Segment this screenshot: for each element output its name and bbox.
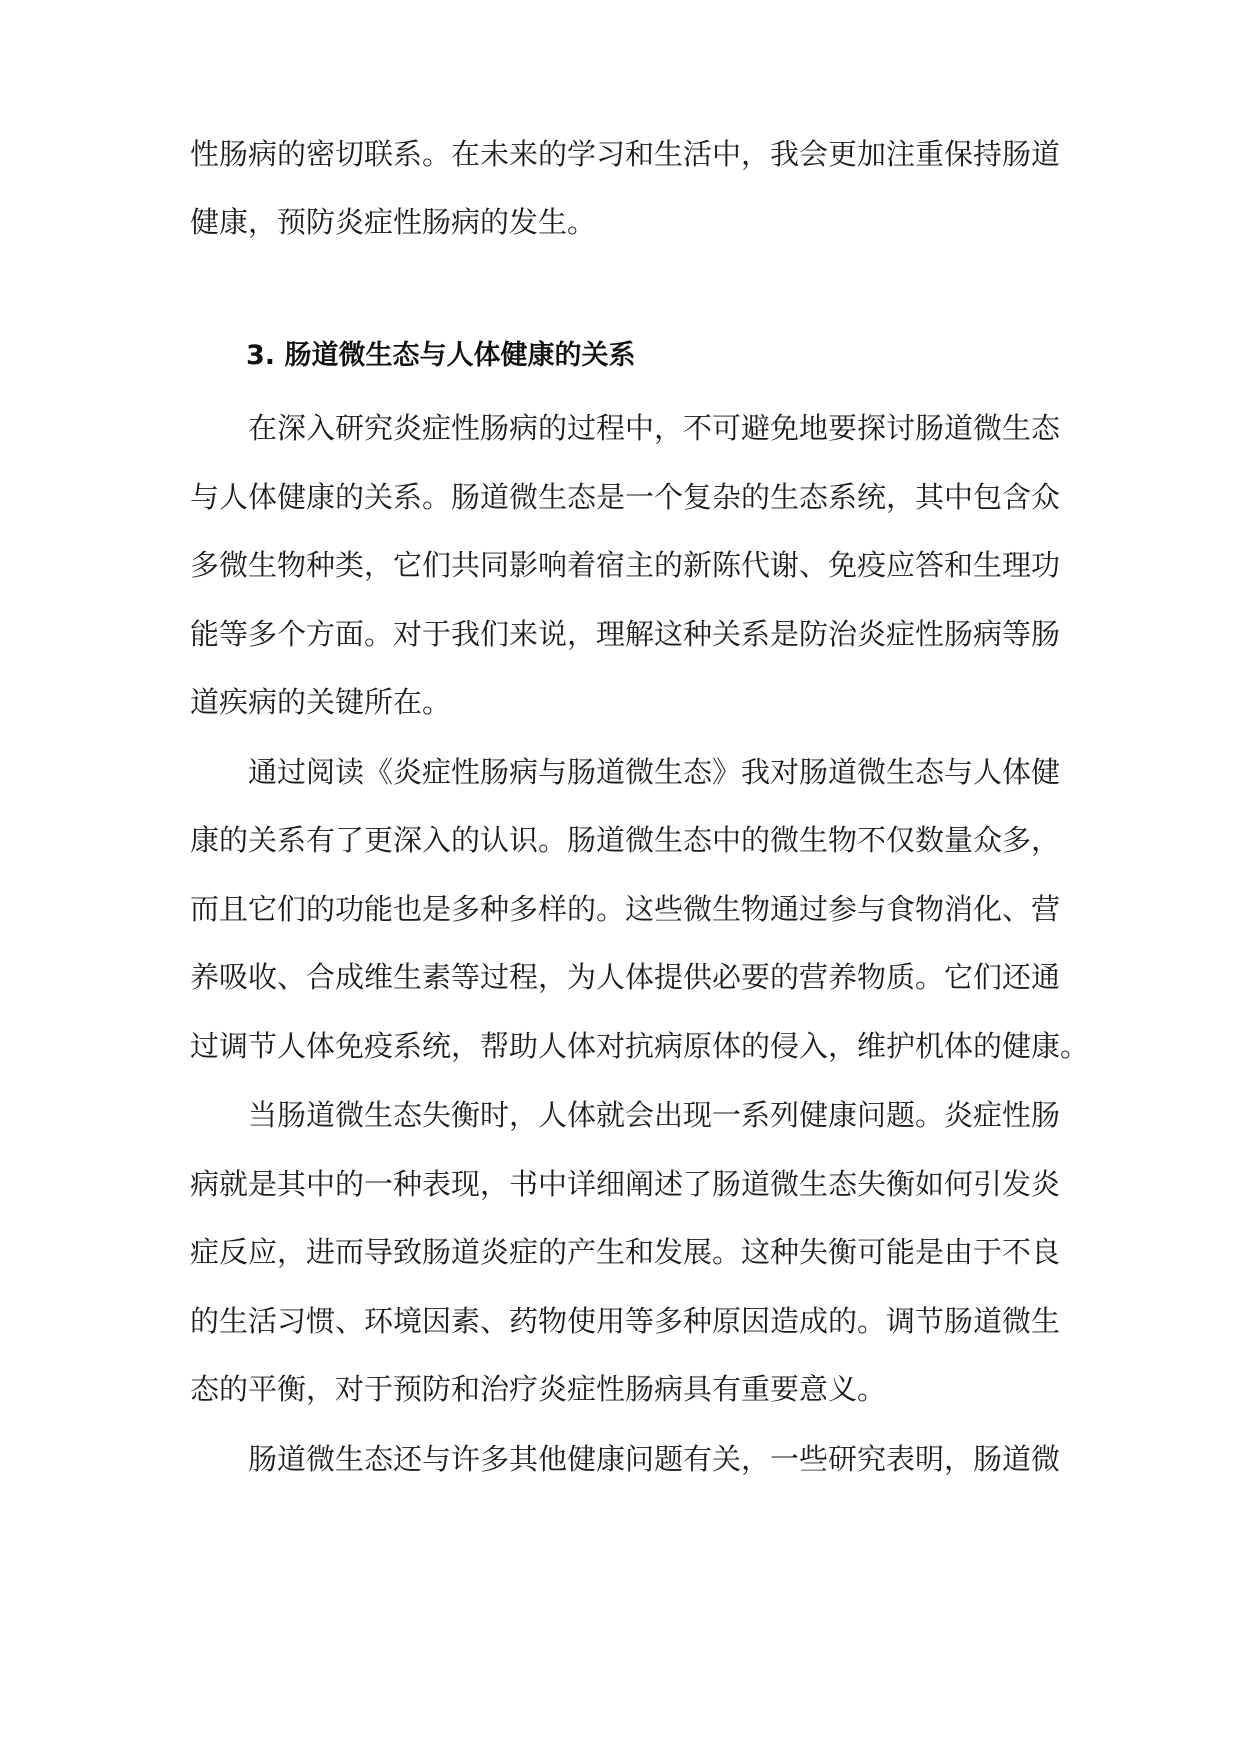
text-line: 能等多个方面。对于我们来说，理解这种关系是防治炎症性肠病等肠 bbox=[190, 617, 1061, 651]
text-line: 健康，预防炎症性肠病的发生。 bbox=[190, 205, 597, 239]
text-line: 在深入研究炎症性肠病的过程中，不可避免地要探讨肠道微生态 bbox=[248, 411, 1061, 445]
text-line: 态的平衡，对于预防和治疗炎症性肠病具有重要意义。 bbox=[190, 1372, 887, 1406]
text-line: 病就是其中的一种表现，书中详细阐述了肠道微生态失衡如何引发炎 bbox=[190, 1167, 1061, 1201]
text-line: 过调节人体免疫系统，帮助人体对抗病原体的侵入，维护机体的健康。 bbox=[190, 1029, 1090, 1063]
text-line: 康的关系有了更深入的认识。肠道微生态中的微生物不仅数量众多， bbox=[190, 823, 1061, 857]
text-line: 症反应，进而导致肠道炎症的产生和发展。这种失衡可能是由于不良 bbox=[190, 1235, 1061, 1269]
text-line: 与人体健康的关系。肠道微生态是一个复杂的生态系统，其中包含众 bbox=[190, 480, 1061, 514]
text-line: 的生活习惯、环境因素、药物使用等多种原因造成的。调节肠道微生 bbox=[190, 1304, 1061, 1338]
text-line: 当肠道微生态失衡时，人体就会出现一系列健康问题。炎症性肠 bbox=[248, 1098, 1061, 1132]
text-line: 而且它们的功能也是多种多样的。这些微生物通过参与食物消化、营 bbox=[190, 892, 1061, 926]
text-line: 道疾病的关键所在。 bbox=[190, 685, 452, 719]
text-line: 通过阅读《炎症性肠病与肠道微生态》我对肠道微生态与人体健 bbox=[248, 755, 1061, 789]
text-line: 性肠病的密切联系。在未来的学习和生活中，我会更加注重保持肠道 bbox=[190, 137, 1061, 171]
text-line: 多微生物种类，它们共同影响着宿主的新陈代谢、免疫应答和生理功 bbox=[190, 548, 1061, 582]
section-heading: 3. 肠道微生态与人体健康的关系 bbox=[246, 340, 636, 371]
text-line: 养吸收、合成维生素等过程，为人体提供必要的营养物质。它们还通 bbox=[190, 960, 1061, 994]
text-line: 肠道微生态还与许多其他健康问题有关，一些研究表明，肠道微 bbox=[248, 1442, 1061, 1476]
